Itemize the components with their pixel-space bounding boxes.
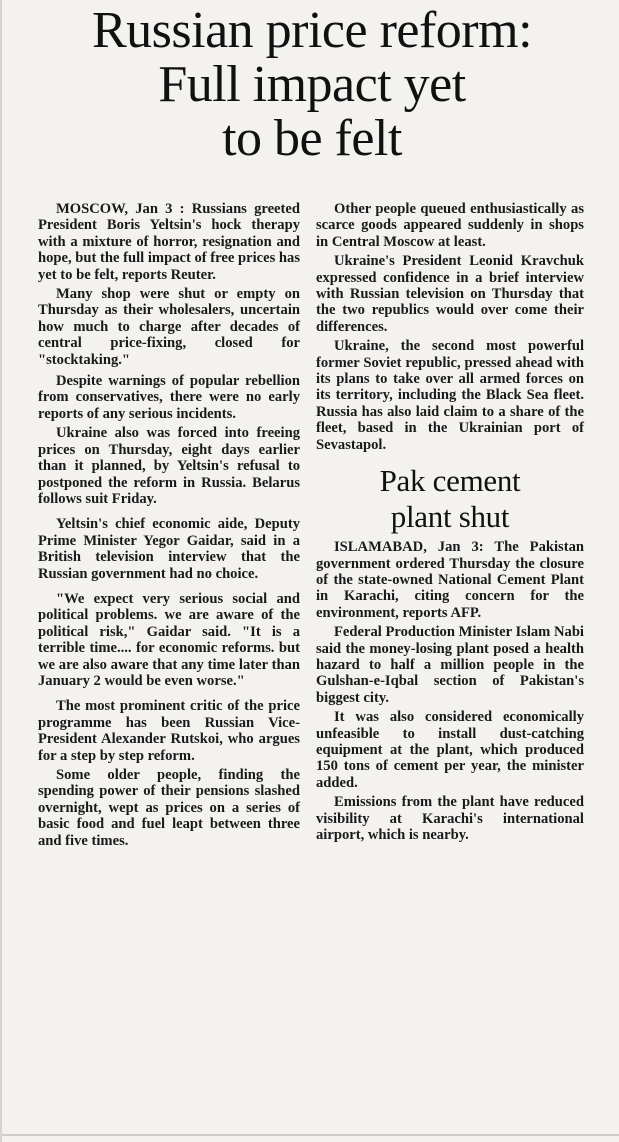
column-left	[38, 201, 300, 852]
second-headline	[316, 463, 584, 535]
column-right	[316, 201, 584, 846]
main-paragraph-5: Yeltsin's chief economic aide, Deputy Prime Minister Yegor Gaidar, said in a British television interview that the Russian government had no choice.	[38, 516, 300, 582]
main-paragraph-6: "We expect very serious social and political problems. we are aware of the political risk," Gaidar said. "It is a terrible time.... for economic reforms. but we are also aware that any time later than January 2 would be even worse."	[38, 590, 300, 689]
bottom-edge-rule	[2, 1134, 619, 1136]
second-headline-line-2: plant shut	[390, 499, 510, 535]
headline-line-2: Full impact yet	[158, 56, 466, 113]
second-headline-line-1: Pak cement	[379, 463, 521, 499]
main-headline	[12, 4, 612, 166]
main-paragraph-2: Many shop were shut or empty on Thursday as their wholesalers, uncertain how much to charge after decades of central price-fixing, closed for "stocktaking."	[38, 286, 300, 368]
main-dateline: MOSCOW, Jan 3 :	[56, 201, 185, 217]
main-paragraph-9: Other people queued enthusiastically as scarce goods appeared suddenly in shops in Central Moscow at least.	[316, 201, 584, 250]
headline-line-1: Russian price reform:	[91, 2, 533, 59]
main-paragraph-8: Some older people, finding the spending power of their pensions slashed overnight, wept as prices on a series of basic food and fuel leapt between three and five times.	[38, 767, 300, 849]
headline-line-3: to be felt	[222, 110, 402, 167]
main-paragraph-11: Ukraine, the second most powerful former Soviet republic, pressed ahead with its plans to take over all armed forces on its territory, including the Black Sea fleet. Russia has also laid claim to a share of the fleet, based in the Ukrainian port of Sevastapol.	[316, 338, 584, 453]
second-paragraph-1: ISLAMABAD, Jan 3: The Pakistan government ordered Thursday the closure of the state-owned National Cement Plant in Karachi, citing concern for the environment, reports AFP.	[316, 539, 585, 621]
main-paragraph-3: Despite warnings of popular rebellion from conservatives, there were no early reports of any serious incidents.	[38, 373, 300, 422]
second-paragraph-4: Emissions from the plant have reduced visibility at Karachi's international airport, which is nearby.	[316, 794, 584, 843]
main-paragraph-10: Ukraine's President Leonid Kravchuk expressed confidence in a brief interview with Russian television on Thursday that the two republics would over come their differences.	[316, 253, 584, 335]
second-paragraph-2: Federal Production Minister Islam Nabi said the money-losing plant posed a health hazard to half a million people in the Gulshan-e-Iqbal section of Pakistan's biggest city.	[316, 624, 584, 706]
second-dateline: ISLAMABAD, Jan 3:	[334, 539, 484, 556]
second-paragraph-3: It was also considered economically unfeasible to install dust-catching equipment at the plant, which produced 150 tons of cement per year, the minister added.	[316, 709, 584, 791]
main-paragraph-7: The most prominent critic of the price programme has been Russian Vice-President Alexander Rutskoi, who argues for a step by step reform.	[38, 698, 300, 764]
main-paragraph-4: Ukraine also was forced into freeing prices on Thursday, eight days earlier than it planned, by Yeltsin's refusal to postponed the reform in Russia. Belarus follows suit Friday.	[38, 425, 300, 507]
main-paragraph-1: MOSCOW, Jan 3 : Russians greeted President Boris Yeltsin's hock therapy with a mixture of horror, resignation and hope, but the full impact of free prices has yet to be felt, reports Reuter.	[38, 201, 300, 283]
